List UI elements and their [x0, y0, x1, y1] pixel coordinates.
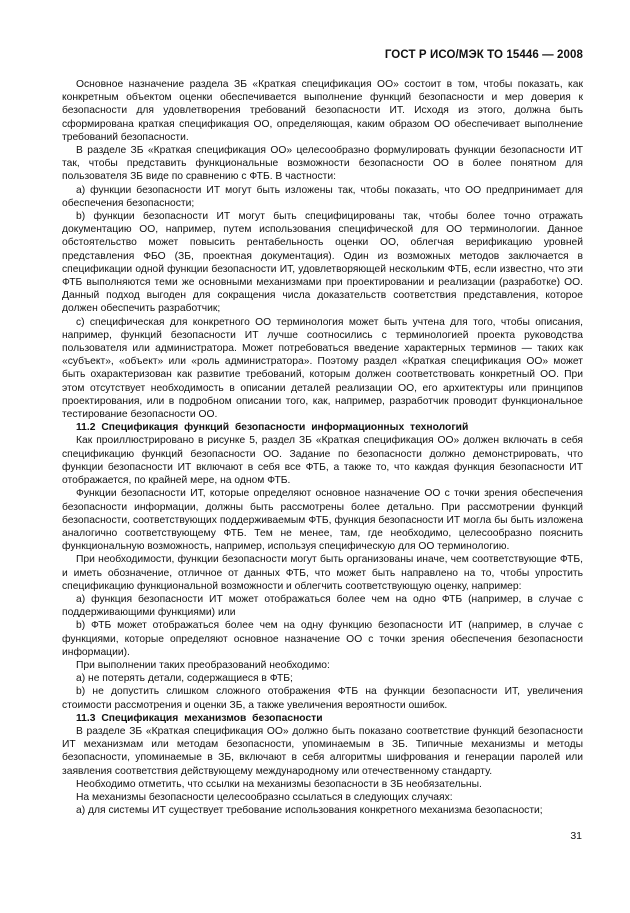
list-item: a) функции безопасности ИТ могут быть изложены так, чтобы показать, что ОО предпринимает для обеспечения безопасности; [62, 184, 583, 209]
paragraph: Как проиллюстрировано в рисунке 5, раздел ЗБ «Краткая спецификация ОО» должен включать в себя спецификацию функций безопасности ОО. Задание по безопасности должно демонстрировать, что функции безопасности ИТ включают в себя все ФТБ, а также то, что каждая функция безопасности ИТ отображается, по крайней мере, на одном ФТБ. [62, 435, 583, 487]
list-item: c) специфическая для конкретного ОО терминология может быть учтена для того, чтобы описания, например, функций безопасности ИТ лучше соотносились с терминологией проекта руководства пользователя или администратора. Может потребоваться введение характерных терминов — таких как «субъект», «объект» или «роль администратора». Поэтому раздел «Краткая спецификация ОО» может быть охарактеризован как развитие требований, которым должен соответствовать конкретный ОО. При этом отсутствует необходимость в описании деталей реализации ОО, его архитектуры или принципов проектирования, или в подробном описании того, как, например, разработчик проводит функциональное тестирование безопасности ОО. [62, 316, 583, 421]
paragraph: На механизмы безопасности целесообразно ссылаться в следующих случаях: [76, 791, 453, 803]
paragraph: Необходимо отметить, что ссылки на механизмы безопасности в ЗБ необязательны. [76, 778, 482, 790]
list-item: b) не допустить слишком сложного отображения ФТБ на функции безопасности ИТ, увеличения стоимости рассмотрения и оценки ЗБ, а также увеличения вероятности ошибок. [62, 686, 583, 711]
document-header: ГОСТ Р ИСО/МЭК ТО 15446 — 2008 [384, 49, 583, 61]
page-number: 31 [570, 830, 582, 842]
section-heading-11-3: 11.3 Спецификация механизмов безопасности [76, 712, 323, 724]
paragraph: При необходимости, функции безопасности могут быть организованы иначе, чем соответствующие ФТБ, и иметь обозначение, отличное от данных ФТБ, что может быть направлено на то, чтобы упростить спецификацию функциональной возможности и облегчить соответствующую оценку, например: [62, 554, 583, 592]
paragraph: В разделе ЗБ «Краткая спецификация ОО» целесообразно формулировать функции безопасности ИТ так, чтобы представить функциональные возможности безопасности ОО в более понятном для пользователя ЗБ виде по сравнению с ФТБ. В частности: [62, 145, 583, 183]
list-item: b) ФТБ может отображаться более чем на одну функцию безопасности ИТ (например, в случае с функциями, которые определяют основное назначение ОО с точки зрения обеспечения безопасности информации). [62, 620, 583, 658]
list-item: b) функции безопасности ИТ могут быть специфицированы так, чтобы более точно отражать документацию ОО, например, путем использования специфической для ОО терминологии. Данное обстоятельство может повысить рентабельность оценки ОО, облегчая верификацию уровней представления ФБО (ЗБ, проектная документация). Один из возможных методов заключается в спецификации одной функции безопасности ИТ, удовлетворяющей нескольким ФТБ, если известно, что эти ФТБ выполняются теми же основными механизмами при проектировании и реализации (разработке) ОО. Данный подход выгоден для сокращения числа доказательств соответствия представления, которое должен обеспечить разработчик; [62, 211, 583, 315]
paragraph: Функции безопасности ИТ, которые определяют основное назначение ОО с точки зрения обеспечения безопасности информации, должны быть рассмотрены более детально. При рассмотрении функций безопасности, соответствующих поддерживаемым ФТБ, функция безопасности ИТ могла бы быть изложена аналогично соответствующему ФТБ. Тем не менее, там, где необходимо, целесообразно пояснить функциональную возможность, например, используя специфическую для ОО терминологию. [62, 488, 583, 553]
paragraph: Основное назначение раздела ЗБ «Краткая спецификация ОО» состоит в том, чтобы показать, как конкретным объектом оценки обеспечивается выполнение функций безопасности и мер доверия к безопасности для удовлетворения требований безопасности ИТ. Исходя из этого, должна быть сформирована краткая спецификация ОО, определяющая, каким образом ОО обеспечивает выполнение требований безопасности. [62, 79, 583, 143]
document-body [62, 78, 583, 817]
section-heading-11-2: 11.2 Спецификация функций безопасности информационных технологий [76, 422, 469, 434]
paragraph: При выполнении таких преобразований необходимо: [76, 659, 330, 671]
list-item: a) для системы ИТ существует требование использования конкретного механизма безопасности; [76, 805, 543, 817]
list-item: a) функция безопасности ИТ может отображаться более чем на одно ФТБ (например, в случае с поддерживающими функциями) или [62, 593, 583, 619]
list-item: a) не потерять детали, содержащиеся в ФТБ; [76, 673, 293, 685]
paragraph: В разделе ЗБ «Краткая спецификация ОО» должно быть показано соответствие функций безопасности ИТ механизмам или методам безопасности, упоминаемым в ЗБ. Типичные механизмы и методы безопасности, упоминаемые в ЗБ, включают в себя алгоритмы шифрования и генерации паролей или заявления соответствия действующему международному или отечественному стандарту. [62, 725, 583, 777]
